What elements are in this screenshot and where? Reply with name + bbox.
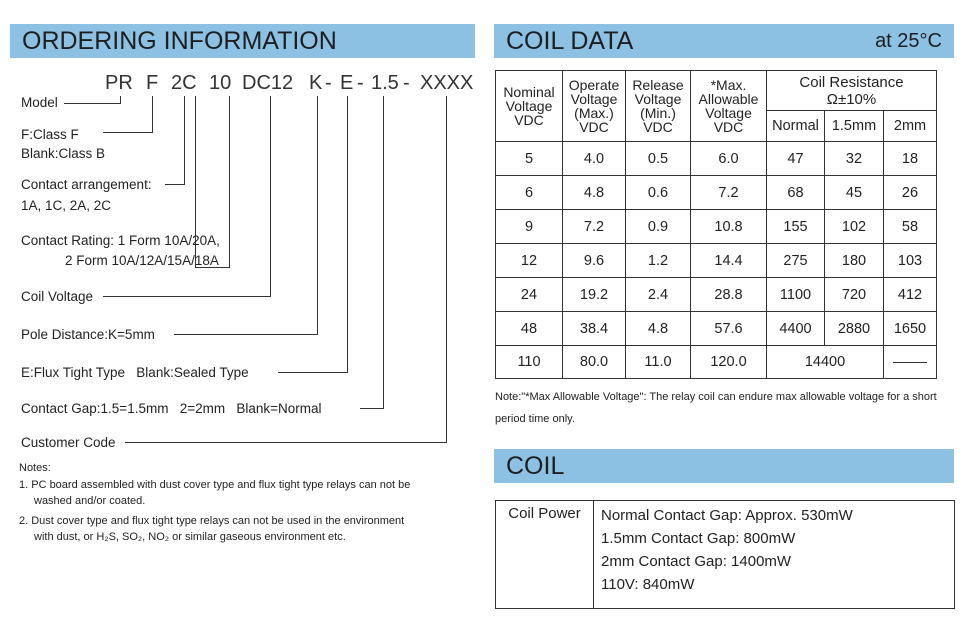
coil-power-values [594, 501, 955, 609]
table-cell: 47 [767, 142, 825, 176]
code-separator: - [325, 72, 332, 94]
pole-distance-label: Pole Distance:K=5mm [21, 327, 155, 342]
table-cell: 155 [767, 210, 825, 244]
contact-arrangement-label: Contact arrangement: [21, 177, 152, 192]
table-cell: 11.0 [626, 346, 691, 379]
header-res-1-5mm: 1.5mm [825, 111, 884, 142]
note-1-line2: washed and/or coated. [34, 495, 146, 507]
table-cell: 4400 [767, 312, 825, 346]
table-cell: 5 [496, 142, 563, 176]
table-cell: 9 [496, 210, 563, 244]
model-label: Model [21, 95, 58, 110]
table-cell: 120.0 [691, 346, 767, 379]
customer-code-label: Customer Code [21, 435, 116, 450]
table-cell: 38.4 [563, 312, 626, 346]
table-row [496, 244, 937, 278]
table-cell: 6.0 [691, 142, 767, 176]
table-cell: 48 [496, 312, 563, 346]
note-1-line1: 1. PC board assembled with dust cover type and flux tight type relays can not be [19, 479, 411, 491]
contact-rating-line1: Contact Rating: 1 Form 10A/20A, [21, 233, 220, 248]
header-res-normal: Normal [767, 111, 825, 142]
contact-gap-label: Contact Gap:1.5=1.5mm 2=2mm Blank=Normal [21, 401, 322, 416]
class-b-label: Blank:Class B [21, 146, 106, 161]
table-cell: 4.8 [626, 312, 691, 346]
table-cell: 7.2 [691, 176, 767, 210]
table-cell: 0.9 [626, 210, 691, 244]
code-part-flux: E [340, 72, 354, 94]
table-cell: 0.6 [626, 176, 691, 210]
table-cell: 180 [825, 244, 884, 278]
table-cell: 28.8 [691, 278, 767, 312]
code-part-customer: XXXX [420, 72, 474, 94]
table-cell: 45 [825, 176, 884, 210]
table-cell: 1.2 [626, 244, 691, 278]
table-cell: 10.8 [691, 210, 767, 244]
table-cell: 103 [884, 244, 937, 278]
coil-header [494, 449, 954, 483]
table-row [496, 278, 937, 312]
table-cell: 12 [496, 244, 563, 278]
notes-title: Notes: [19, 462, 51, 474]
code-part-arrangement: 2C [171, 72, 197, 94]
table-row [496, 346, 937, 379]
table-cell: 412 [884, 278, 937, 312]
coil-data-title: COIL DATA [506, 27, 634, 55]
ordering-info-title: ORDERING INFORMATION [22, 27, 337, 55]
table-cell-merged-resistance: 14400 [767, 346, 884, 379]
table-cell: 720 [825, 278, 884, 312]
coil-data-temperature: at 25°C [875, 30, 942, 52]
table-cell: 1650 [884, 312, 937, 346]
code-part-pole: K [309, 72, 323, 94]
table-cell: 19.2 [563, 278, 626, 312]
header-res-2mm: 2mm [884, 111, 937, 142]
class-f-label: F:Class F [21, 127, 79, 142]
code-part-class: F [146, 72, 159, 94]
table-cell: 68 [767, 176, 825, 210]
table-cell: 57.6 [691, 312, 767, 346]
table-cell: 102 [825, 210, 884, 244]
note-2-line2: with dust, or H₂S, SO₂, NO₂ or similar gaseous environment etc. [34, 531, 346, 543]
header-release-voltage: Release Voltage (Min.) VDC [626, 71, 691, 142]
table-cell: 24 [496, 278, 563, 312]
code-separator: - [357, 72, 364, 94]
code-part-gap: 1.5 [371, 72, 399, 94]
coil-power-label: Coil Power [496, 501, 594, 609]
table-cell: 0.5 [626, 142, 691, 176]
coil-title: COIL [506, 452, 565, 480]
table-cell: 6 [496, 176, 563, 210]
table-row [496, 312, 937, 346]
table-cell: 14.4 [691, 244, 767, 278]
table-cell: 9.6 [563, 244, 626, 278]
header-operate-voltage: Operate Voltage (Max.) VDC [563, 71, 626, 142]
coil-power-line: 1.5mm Contact Gap: 800mW [601, 530, 796, 547]
table-row [496, 210, 937, 244]
header-nominal-voltage: Nominal Voltage VDC [496, 71, 563, 142]
code-part-coil-voltage: DC12 [242, 72, 294, 94]
table-cell: 18 [884, 142, 937, 176]
table-cell: 32 [825, 142, 884, 176]
header-coil-resistance: Coil Resistance Ω±10% [767, 71, 937, 111]
coil-power-line: 110V: 840mW [601, 576, 695, 593]
coil-data-header [494, 24, 954, 58]
table-row [496, 142, 937, 176]
table-cell: 2880 [825, 312, 884, 346]
coil-voltage-label: Coil Voltage [21, 289, 94, 304]
contact-rating-line2: 2 Form 10A/12A/15A/18A [65, 253, 219, 268]
code-separator: - [403, 72, 410, 94]
code-part-pr: PR [105, 72, 133, 94]
coil-data-note: Note:"*Max Allowable Voltage": The relay coil can endure max allowable voltage for a short period time only. [495, 391, 937, 425]
table-cell: 110 [496, 346, 563, 379]
table-row [496, 176, 937, 210]
coil-power-line: 2mm Contact Gap: 1400mW [601, 553, 792, 570]
flux-type-label: E:Flux Tight Type Blank:Sealed Type [21, 365, 249, 380]
coil-power-line: Normal Contact Gap: Approx. 530mW [601, 507, 853, 524]
dash-mark [893, 362, 927, 363]
coil-data-table [495, 70, 937, 379]
table-cell: 7.2 [563, 210, 626, 244]
table-cell: 58 [884, 210, 937, 244]
header-max-allowable-voltage: *Max. Allowable Voltage VDC [691, 71, 767, 142]
ordering-info-header [10, 24, 475, 58]
table-cell: 80.0 [563, 346, 626, 379]
table-cell: 26 [884, 176, 937, 210]
code-part-rating: 10 [209, 72, 232, 94]
note-2-line1: 2. Dust cover type and flux tight type relays can not be used in the environment [19, 515, 405, 527]
coil-power-table [495, 500, 955, 609]
table-cell: 2.4 [626, 278, 691, 312]
table-cell: 4.8 [563, 176, 626, 210]
table-cell: 275 [767, 244, 825, 278]
table-cell: 4.0 [563, 142, 626, 176]
contact-arrangement-values: 1A, 1C, 2A, 2C [21, 198, 112, 213]
table-cell: 1100 [767, 278, 825, 312]
table-cell-empty [884, 346, 937, 379]
